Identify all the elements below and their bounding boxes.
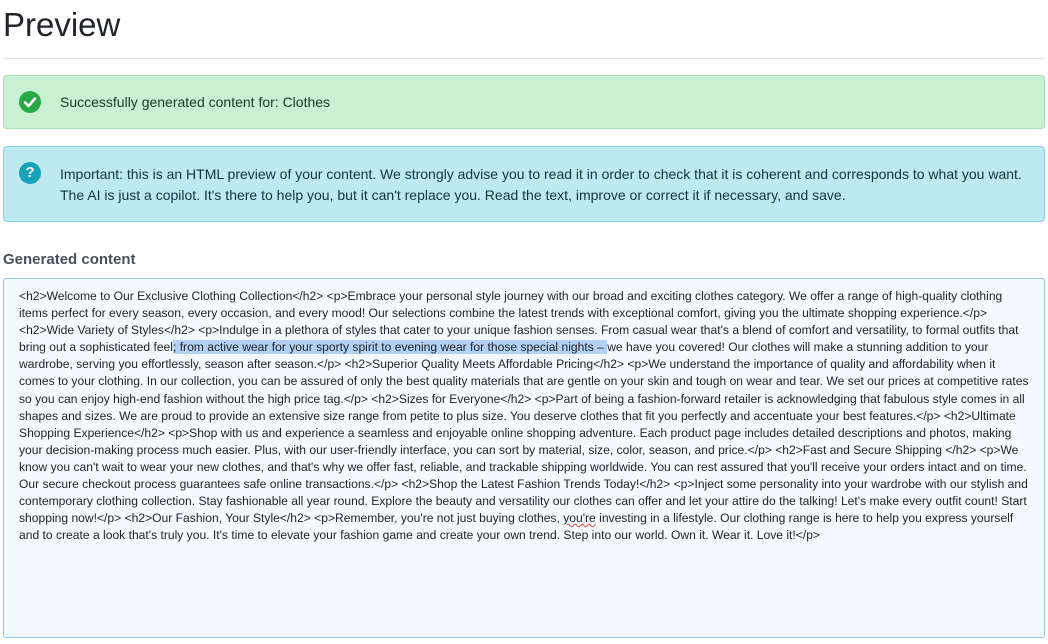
misspelled-word: you're (563, 511, 596, 526)
content-text-before-selection: <h2>Welcome to Our Exclusive Clothing Collection</h2> <p>Embrace your personal style journey with our broad and exciting clothes category. We offer a range of high-quality clothing items perfect for every season, every occasion, and every mood! Our selections combine the latest trends with exceptional comfort, giving you the ultimate shopping experience.</p> <h2>Wide Variety of Styles</h2> <p>Indulge in a plethora of styles that cater to your unique fashion senses. From casual wear that's a blend of comfort and versatility, to formal outfits that bring out a sophisticated feel (19, 289, 1019, 355)
content-text-end: investing in a lifestyle. Our clothing range is here to help you express yourself and to create a look that's truly you. It's time to elevate your fashion game and create your own trend. Step into our world. Own it. Wear it. Love it!</p> (19, 511, 1014, 543)
generated-content-textarea[interactable] (3, 278, 1045, 638)
info-alert-text: Important: this is an HTML preview of your content. We strongly advise you to read it in order to check that it is coherent and corresponds to what you want. The AI is just a copilot. It's there to help you, but it can't replace you. Read the text, improve or correct it if necessary, and save. (60, 166, 1022, 203)
info-alert (3, 146, 1045, 222)
generated-content-label: Generated content (3, 251, 136, 268)
title-divider (3, 58, 1045, 59)
selected-text: ; from active wear for your sporty spirit to evening wear for those special nights – (172, 340, 608, 355)
success-alert (3, 75, 1045, 129)
page-title: Preview (3, 6, 121, 43)
success-alert-text: Successfully generated content for: Clothes (60, 94, 331, 110)
check-circle-icon (19, 91, 41, 113)
question-circle-icon: ? (19, 162, 41, 184)
content-text-after-selection: we have you covered! Our clothes will make a stunning addition to your wardrobe, serving you effortlessly, season after season.</p> <h2>Superior Quality Meets Affordable Pricing</h2> <p>We understand the importance of quality and affordability when it comes to your clothing. In our collection, you can be assured of only the best quality materials that are gentle on your skin and tough on wear and tear. We set our prices at competitive rates so you can enjoy high-end fashion without the high price tag.</p> <h2>Sizes for Everyone</h2> <p>Part of being a fashion-forward retailer is acknowledging that fabulous style comes in all shapes and sizes. We are proud to provide an extensive size range from petite to plus size. You deserve clothes that fit you perfectly and accentuate your best features.</p> <h2>Ultimate Shopping Experience</h2> <p>Shop with us and experience a seamless and enjoyable online shopping adventure. Each product page includes detailed descriptions and photos, making your decision-making process much easier. Plus, with our user-friendly interface, you can sort by material, size, color, season, and price.</p> <h2>Fast and Secure Shipping </h2> <p>We know you can't wait to wear your new clothes, and that's why we offer fast, reliable, and trackable shipping worldwide. You can rest assured that you'll receive your orders intact and on time. Our secure checkout process guarantees safe online transactions.</p> <h2>Shop the Latest Fashion Trends Today!</h2> <p>Inject some personality into your wardrobe with our stylish and contemporary clothing collection. Stay fashionable all year round. Explore the beauty and versatility our clothes can offer and let your attire do the talking! Let's make every outfit count! Start shopping now!</p> <h2>Our Fashion, Your Style</h2> <p>Remember, you're not just buying clothes, (19, 340, 1029, 526)
